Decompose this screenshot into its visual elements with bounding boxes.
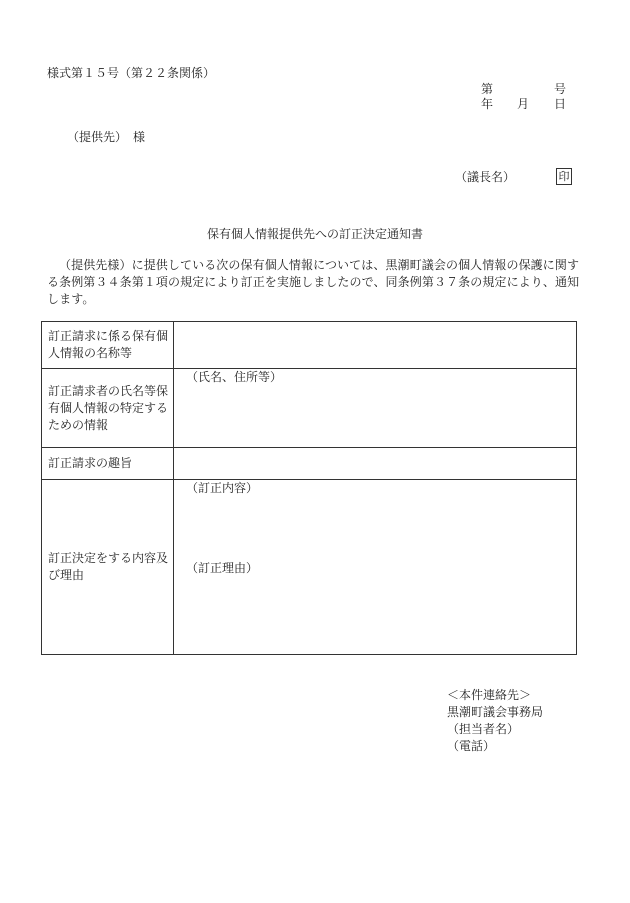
contact-heading: ＜本件連絡先＞ [447,688,532,702]
row-label: 訂正請求に係る保有個人情報の名称等 [42,322,174,369]
correction-reason: （訂正理由） [186,561,259,575]
document-title: 保有個人情報提供先への訂正決定通知書 [206,227,423,241]
row-value [174,448,577,480]
date-year: 年 [481,97,494,111]
contact-office: 黒潮町議会事務局 [447,705,544,719]
table-row [42,448,577,480]
date-month: 月 [517,97,530,111]
contact-person: （担当者名） [447,722,520,736]
row-label: 訂正請求の趣旨 [42,448,174,480]
number-prefix: 第 [481,82,494,96]
document-number-line [453,82,567,96]
number-suffix: 号 [554,82,567,96]
table-row [42,480,577,655]
seal-mark: 印 [556,168,572,185]
row-value [174,480,577,655]
form-number: 様式第１５号（第２２条関係） [47,66,216,80]
date-line [453,97,567,111]
row-value [174,322,577,369]
row-label: 訂正請求者の氏名等保有個人情報の特定するための情報 [42,369,174,448]
table-row [42,369,577,448]
correction-content: （訂正内容） [186,481,259,495]
chair-name: （議長名） [455,170,516,184]
row-label: 訂正決定をする内容及び理由 [42,480,174,655]
body-paragraph: （提供先様）に提供している次の保有個人情報については、黒潮町議会の個人情報の保護に関する条例第３４条第１項の規定により訂正を実施しましたので、同条例第３７条の規定により、通知します。 [47,258,580,306]
recipient: （提供先） 様 [67,130,146,144]
row-value: （氏名、住所等） [174,369,577,448]
correction-table [41,321,577,655]
contact-phone: （電話） [447,739,496,753]
date-day: 日 [554,97,567,111]
table-row [42,322,577,369]
